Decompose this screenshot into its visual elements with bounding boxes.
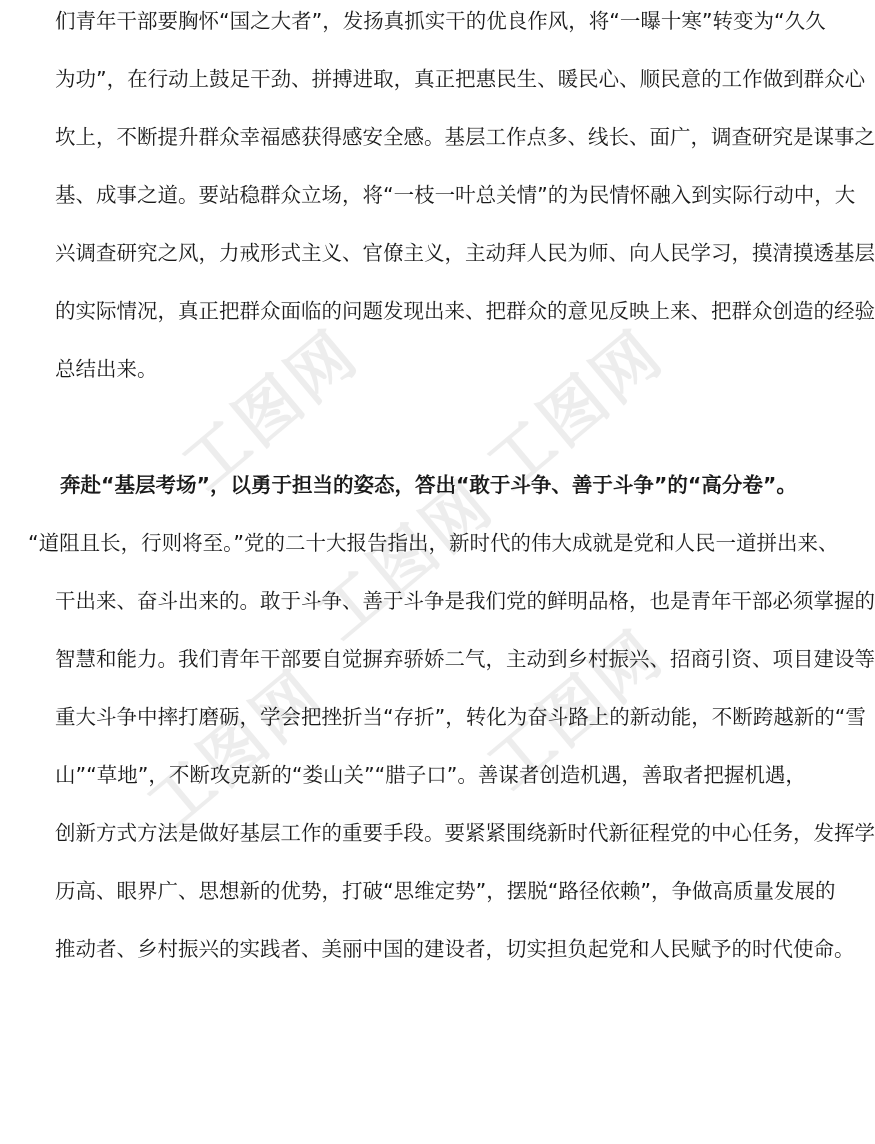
paragraph-line: 智慧和能力。我们青年干部要自觉摒弃骄娇二气，主动到乡村振兴、招商引资、项目建设等 (55, 647, 875, 671)
paragraph-line: 为功”，在行动上鼓足干劲、拼搏进取，真正把惠民生、暖民心、顺民意的工作做到群众心 (55, 67, 866, 91)
watermark: 工图网 (303, 466, 508, 655)
paragraph-line: 总结出来。 (55, 357, 158, 381)
paragraph-line: 坎上，不断提升群众幸福感获得感安全感。基层工作点多、线长、面广，调查研究是谋事之 (55, 125, 875, 149)
paragraph-line: 的实际情况，真正把群众面临的问题发现出来、把群众的意见反映上来、把群众创造的经验 (55, 299, 875, 323)
paragraph-line: 们青年干部要胸怀“国之大者”，发扬真抓实干的优良作风，将“一曝十寒”转变为“久久 (55, 9, 826, 33)
paragraph-line: 山”“草地”，不断攻克新的“娄山关”“腊子口”。善谋者创造机遇，善取者把握机遇， (55, 763, 806, 787)
section-heading: 奔赴“基层考场”，以勇于担当的姿态，答出“敢于斗争、善于斗争”的“高分卷”。 (60, 473, 797, 497)
watermark: 工图网 (168, 316, 373, 505)
watermark: 工图网 (473, 616, 678, 805)
paragraph-line: 历高、眼界广、思想新的优势，打破“思维定势”，摆脱“路径依赖”，争做高质量发展的 (55, 879, 836, 903)
paragraph-line: 重大斗争中摔打磨砺，学会把挫折当“存折”，转化为奋斗路上的新动能，不断跨越新的“雪 (55, 705, 866, 729)
paragraph-line: 兴调查研究之风，力戒形式主义、官僚主义，主动拜人民为师、向人民学习，摸清摸透基层 (55, 241, 875, 265)
watermark: 工图网 (133, 656, 338, 845)
paragraph-line: 推动者、乡村振兴的实践者、美丽中国的建设者，切实担负起党和人民赋予的时代使命。 (55, 937, 855, 961)
paragraph-line: 基、成事之道。要站稳群众立场，将“一枝一叶总关情”的为民情怀融入到实际行动中，大 (55, 183, 856, 207)
watermark: 工图网 (473, 316, 678, 505)
paragraph-line: “道阻且长，行则将至。”党的二十大报告指出，新时代的伟大成就是党和人民一道拼出来、 (28, 531, 839, 555)
paragraph-line: 创新方式方法是做好基层工作的重要手段。要紧紧围绕新时代新征程党的中心任务，发挥学 (55, 821, 875, 845)
paragraph-line: 干出来、奋斗出来的。敢于斗争、善于斗争是我们党的鲜明品格，也是青年干部必须掌握的 (55, 589, 875, 613)
